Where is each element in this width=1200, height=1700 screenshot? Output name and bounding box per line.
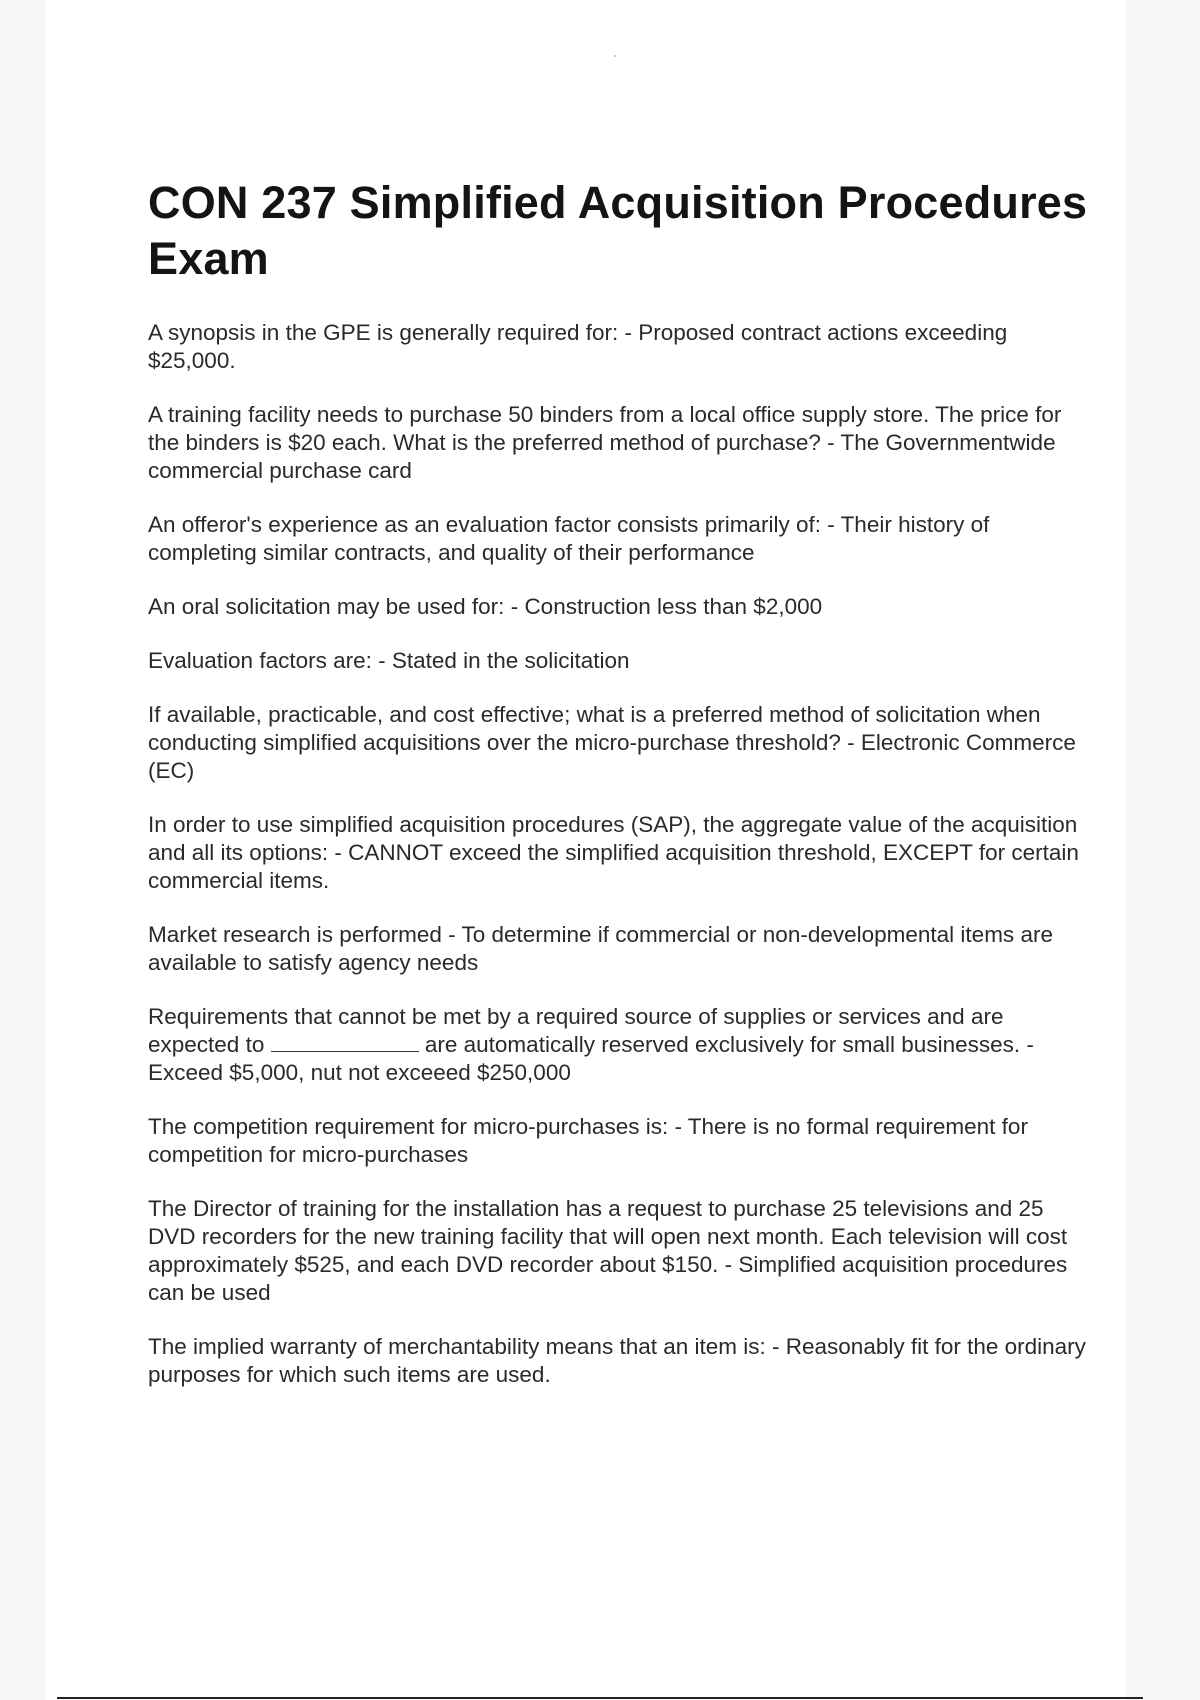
qa-item [148,1003,1093,1087]
separator: - [371,648,392,673]
qa-item [148,701,1093,785]
qa-item [148,1333,1093,1389]
fill-in-blank [271,1031,419,1052]
separator: - [668,1114,688,1139]
separator: - [1020,1032,1034,1057]
answer-text: Construction less than $2,000 [524,594,823,619]
question-text: A training facility needs to purchase 50 binders from a local office supply store. The price for the binders is $20 each. What is the preferred method of purchase? [148,402,1062,455]
qa-item [148,1195,1093,1307]
answer-text: Proposed contract actions exceeding $25,000. [148,320,1008,373]
question-text: Market research is performed [148,922,442,947]
bottom-rule [57,1697,1143,1699]
answer-text: There is no formal requirement for competition for micro-purchases [148,1114,1028,1167]
qa-item [148,647,1093,675]
document-title: CON 237 Simplified Acquisition Procedures Exam [148,177,1088,284]
document-content [148,175,1093,1415]
qa-item [148,1113,1093,1169]
answer-text: CANNOT exceed the simplified acquisition threshold, EXCEPT for certain commercial items. [148,840,1079,893]
question-text: Requirements that cannot be met by a required source of supplies or services and are expected to [148,1004,1004,1057]
answer-text: Stated in the solicitation [391,648,630,673]
answer-text: Exceed $5,000, nut not exceeed $250,000 [148,1060,571,1085]
separator: - [718,1252,739,1277]
answer-text: The Governmentwide commercial purchase card [148,430,1056,483]
separator: - [618,320,639,345]
separator: - [328,840,349,865]
question-text: An oral solicitation may be used for: [148,594,505,619]
separator: - [840,730,861,755]
qa-item [148,811,1093,895]
question-text: The implied warranty of merchantability means that an item is: [148,1334,766,1359]
question-text: A synopsis in the GPE is generally required for: [148,320,619,345]
question-text: If available, practicable, and cost effective; what is a preferred method of solicitation when conducting simplified acquisitions over the micro-purchase threshold? [148,702,1041,755]
separator: - [765,1334,786,1359]
question-text: The Director of training for the installation has a request to purchase 25 televisions and 25 DVD recorders for the new training facility that will open next month. Each television will cost approximately $525, and each DVD recorder about $150. [148,1196,1068,1277]
qa-item [148,401,1093,485]
answer-text: Electronic Commerce (EC) [148,730,1076,783]
question-text-continued: are automatically reserved exclusively for small businesses. [424,1032,1021,1057]
separator: - [504,594,525,619]
question-text: In order to use simplified acquisition procedures (SAP), the aggregate value of the acquisition and all its options: [148,812,1078,865]
scan-speck [614,55,616,57]
qa-item [148,511,1093,567]
qa-item [148,319,1093,375]
separator: - [820,512,841,537]
question-text: An offeror's experience as an evaluation factor consists primarily of: [148,512,821,537]
qa-item [148,921,1093,977]
separator: - [820,430,841,455]
separator: - [441,922,462,947]
answer-text: To determine if commercial or non-developmental items are available to satisfy agency needs [148,922,1053,975]
answer-text: Reasonably fit for the ordinary purposes for which such items are used. [148,1334,1086,1387]
answer-text: Simplified acquisition procedures can be used [148,1252,1068,1305]
qa-item [148,593,1093,621]
question-text: Evaluation factors are: [148,648,372,673]
question-text: The competition requirement for micro-purchases is: [148,1114,669,1139]
answer-text: Their history of completing similar contracts, and quality of their performance [148,512,990,565]
